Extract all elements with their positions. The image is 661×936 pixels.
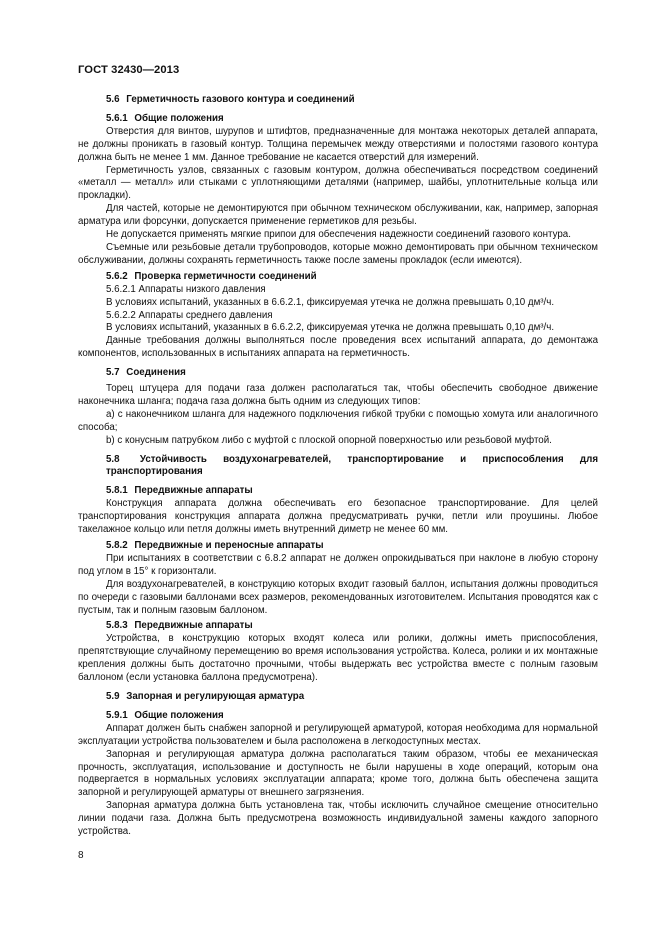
paragraph: При испытаниях в соответствии с 6.8.2 аппарат не должен опрокидываться при наклоне в любую сторону под углом в 15° к горизонтали. [78,552,598,577]
paragraph: Съемные или резьбовые детали трубопроводов, которые можно демонтировать при обычном техническом обслуживании, должны сохранять герметичность также после замены прокладок (если имеются). [78,241,598,266]
section-5-9-heading: 5.9 Запорная и регулирующая арматура [106,690,305,702]
paragraph: Герметичность узлов, связанных с газовым контуром, должна обеспечиваться посредством соединений «металл — металл» или стыками с уплотняющими деталями (например, шайбы, уплотнительные кольца или прокладки). [78,164,598,202]
paragraph: Не допускается применять мягкие припои для обеспечения надежности соединений газового контура. [106,229,571,241]
section-5-6-2-heading: 5.6.2 Проверка герметичности соединений [106,270,317,282]
paragraph: Аппарат должен быть снабжен запорной и регулирующей арматурой, которая необходима для нормальной эксплуатации устройства пользователем и была расположена в легкодоступных местах. [78,722,598,747]
paragraph: В условиях испытаний, указанных в 6.6.2.2, фиксируемая утечка не должна превышать 0,10 дм³/ч. [106,322,555,334]
paragraph: В условиях испытаний, указанных в 6.6.2.1, фиксируемая утечка не должна превышать 0,10 дм³/ч. [106,296,555,308]
list-item: а) с наконечником шланга для надежного подключения гибкой трубки с помощью хомута или аналогичного способа; [78,408,598,433]
section-5-7-heading: 5.7 Соединения [106,367,186,379]
paragraph: Запорная и регулирующая арматура должна располагаться таким образом, чтобы ее механическая прочность, эксплуатация, использование и доступность не были нарушены в ходе операций, которым она подвергается в нормальных условиях эксплуатации аппарата; кроме того, должна быть обеспечена защита запорной и регулирующей арматуры от внешнего загрязнения. [78,748,598,799]
paragraph: Запорная арматура должна быть установлена так, чтобы исключить случайное смещение относительно линии подачи газа. Должна быть предусмотрена возможность индивидуальной замены каждого запорного устройства. [78,800,598,838]
paragraph: Данные требования должны выполняться после проведения всех испытаний аппарата, до демонтажа компонентов, использованных в испытаниях аппарата на герметичность. [78,335,598,360]
section-5-8-3-heading: 5.8.3 Передвижные аппараты [106,620,253,632]
paragraph: Устройства, в конструкцию которых входят колеса или ролики, должны иметь приспособления, препятствующие случайному перемещению во время использования устройства. Колеса, ролики и их монтажные крепления должны быть достаточно прочными, чтобы выдержать вес устройства вместе с полным газовым баллоном (если установка баллона предусмотрена). [78,633,598,684]
section-5-8-2-heading: 5.8.2 Передвижные и переносные аппараты [106,540,324,551]
section-5-8-heading: 5.8 Устойчивость воздухонагревателей, транспортирование и приспособления для транспортирования [106,453,599,478]
section-5-6-heading: 5.6 Герметичность газового контура и соединений [106,94,355,105]
paragraph: Для частей, которые не демонтируются при обычном техническом обслуживании, как, например, запорная арматура или форсунки, допускается применение герметиков для резьбы. [78,203,598,228]
page-body [78,94,598,839]
standard-header: ГОСТ 32430—2013 [78,64,180,76]
page-number: 8 [78,850,84,861]
section-5-9-1-heading: 5.9.1 Общие положения [106,709,224,721]
section-5-8-1-heading: 5.8.1 Передвижные аппараты [106,485,253,497]
subsection-5-6-2-1: 5.6.2.1 Аппараты низкого давления [106,283,266,295]
section-5-6-1-heading: 5.6.1 Общие положения [106,112,224,124]
paragraph: Торец штуцера для подачи газа должен располагаться так, чтобы обеспечить свободное движение наконечника шланга; подача газа должна быть одним из следующих типов: [78,383,598,407]
list-item: b) с конусным патрубком либо с муфтой с плоской опорной поверхностью или резьбовой муфтой. [106,434,552,446]
paragraph: Конструкция аппарата должна обеспечивать его безопасное транспортирование. Для целей транспортирования конструкция аппарата должна предусматривать ручки, петли или проушины. Любое такелажное кольцо или петля должны иметь внутренний диметр не менее 60 мм. [78,498,598,536]
paragraph: Отверстия для винтов, шурупов и штифтов, предназначенные для монтажа некоторых деталей аппарата, не должны проникать в газовый контур. Толщина перемычек между отверстиями и полостями газового контура должна быть не менее 1 мм. Данное требование не касается отверстий для измерений. [78,125,598,163]
paragraph: Для воздухонагревателей, в конструкцию которых входит газовый баллон, испытания должны проводиться по очереди с газовыми баллонами всех размеров, рекомендованных изготовителем. Испытания проводятся как с пустым, так и полным газовым баллоном. [78,578,598,616]
subsection-5-6-2-2: 5.6.2.2 Аппараты среднего давления [106,309,273,321]
